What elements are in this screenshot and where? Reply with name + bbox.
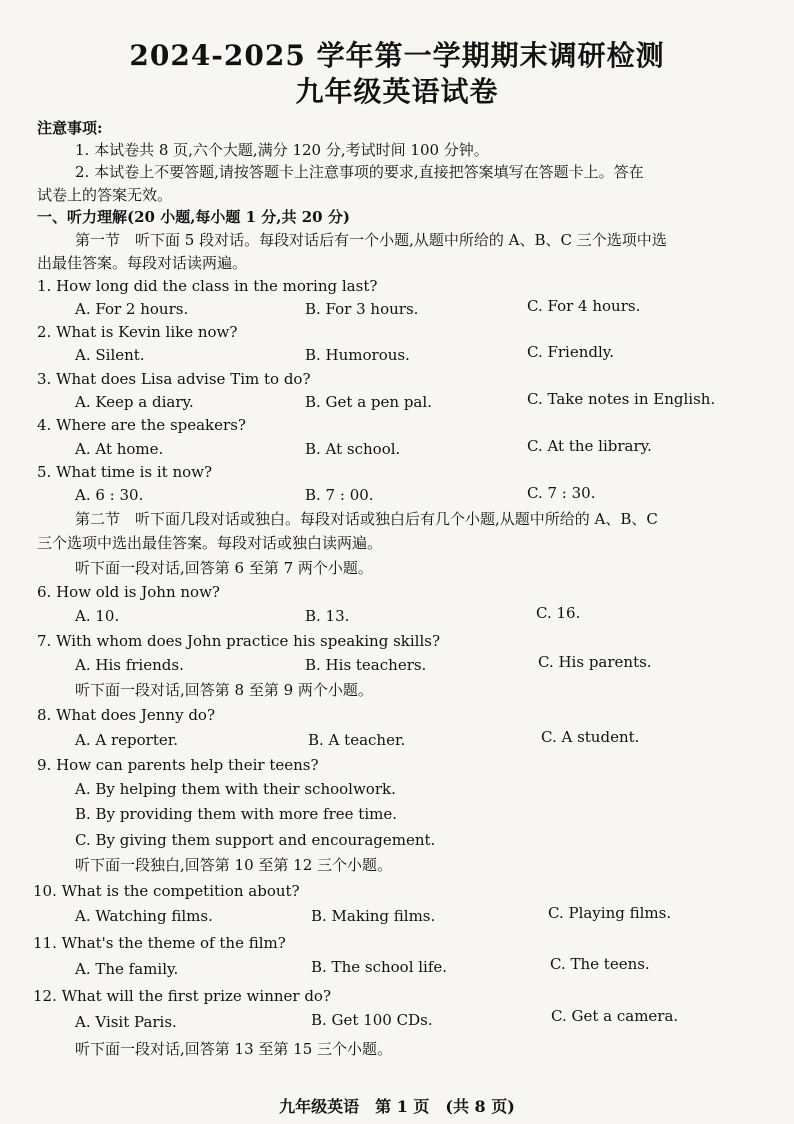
q7-option-a: A. His friends. (75, 656, 184, 674)
q9-option-b: B. By providing them with more free time. (75, 805, 397, 823)
q2-option-a: A. Silent. (75, 346, 145, 364)
q11-option-b: B. The school life. (311, 958, 448, 976)
q10-option-c: C. Playing films. (548, 904, 672, 922)
q12-option-c: C. Get a camera. (551, 1007, 679, 1025)
q4-option-a: A. At home. (75, 440, 164, 458)
q4-option-b: B. At school. (305, 440, 401, 458)
q1-option-b: B. For 3 hours. (305, 300, 419, 318)
q11-option-a: A. The family. (75, 960, 179, 978)
part1-instructions-cont: 出最佳答案。每段对话读两遍。 (37, 254, 248, 272)
question-6: 6. How old is John now? (37, 583, 220, 601)
exam-title: 2024-2025 学年第一学期期末调研检测 (129, 39, 665, 72)
q5-option-a: A. 6 : 30. (75, 486, 144, 504)
notice-heading: 注意事项: (37, 119, 103, 137)
part1-instructions: 第一节 听下面 5 段对话。每段对话后有一个小题,从题中所给的 A、B、C 三个选项中选 (75, 231, 667, 249)
intro-q6-7: 听下面一段对话,回答第 6 至第 7 两个小题。 (75, 559, 373, 577)
q10-option-b: B. Making films. (311, 907, 436, 925)
q12-option-b: B. Get 100 CDs. (311, 1011, 433, 1029)
q5-option-c: C. 7 : 30. (527, 484, 596, 502)
notice-item-1: 1. 本试卷共 8 页,六个大题,满分 120 分,考试时间 100 分钟。 (75, 141, 489, 159)
q9-option-a: A. By helping them with their schoolwork. (75, 780, 396, 798)
question-7: 7. With whom does John practice his speaking skills? (37, 632, 440, 650)
q12-option-a: A. Visit Paris. (75, 1013, 177, 1031)
q7-option-b: B. His teachers. (305, 656, 427, 674)
q7-option-c: C. His parents. (538, 653, 652, 671)
q1-option-c: C. For 4 hours. (527, 297, 641, 315)
q8-option-b: B. A teacher. (308, 731, 406, 749)
q6-option-c: C. 16. (536, 604, 581, 622)
exam-subtitle: 九年级英语试卷 (295, 75, 499, 108)
q3-option-b: B. Get a pen pal. (305, 393, 432, 411)
q6-option-b: B. 13. (305, 607, 350, 625)
question-1: 1. How long did the class in the moring last? (37, 277, 378, 295)
part2-instructions: 第二节 听下面几段对话或独白。每段对话或独白后有几个小题,从题中所给的 A、B、C (75, 510, 658, 528)
q3-option-a: A. Keep a diary. (75, 393, 194, 411)
question-12: 12. What will the first prize winner do? (33, 987, 332, 1005)
q10-option-a: A. Watching films. (75, 907, 213, 925)
q2-option-c: C. Friendly. (527, 343, 615, 361)
question-4: 4. Where are the speakers? (37, 416, 246, 434)
q3-option-c: C. Take notes in English. (527, 390, 716, 408)
q4-option-c: C. At the library. (527, 437, 652, 455)
q2-option-b: B. Humorous. (305, 346, 410, 364)
intro-q13-15: 听下面一段对话,回答第 13 至第 15 三个小题。 (75, 1040, 393, 1058)
question-5: 5. What time is it now? (37, 463, 213, 481)
intro-q10-12: 听下面一段独白,回答第 10 至第 12 三个小题。 (75, 856, 393, 874)
q5-option-b: B. 7 : 00. (305, 486, 374, 504)
q8-option-a: A. A reporter. (75, 731, 179, 749)
q8-option-c: C. A student. (541, 728, 640, 746)
q11-option-c: C. The teens. (550, 955, 650, 973)
question-10: 10. What is the competition about? (33, 882, 300, 900)
q9-option-c: C. By giving them support and encouragement. (75, 831, 436, 849)
notice-item-2: 2. 本试卷上不要答题,请按答题卡上注意事项的要求,直接把答案填写在答题卡上。答在 (75, 163, 644, 181)
page-footer: 九年级英语 第 1 页 (共 8 页) (279, 1097, 515, 1116)
intro-q8-9: 听下面一段对话,回答第 8 至第 9 两个小题。 (75, 681, 373, 699)
part2-instructions-cont: 三个选项中选出最佳答案。每段对话或独白读两遍。 (37, 534, 383, 552)
notice-item-2-cont: 试卷上的答案无效。 (37, 186, 173, 204)
question-3: 3. What does Lisa advise Tim to do? (37, 370, 311, 388)
q6-option-a: A. 10. (75, 607, 120, 625)
q1-option-a: A. For 2 hours. (75, 300, 189, 318)
question-9: 9. How can parents help their teens? (37, 756, 319, 774)
question-8: 8. What does Jenny do? (37, 706, 216, 724)
section-heading: 一、听力理解(20 小题,每小题 1 分,共 20 分) (37, 208, 350, 226)
question-11: 11. What's the theme of the film? (33, 934, 286, 952)
question-2: 2. What is Kevin like now? (37, 323, 238, 341)
